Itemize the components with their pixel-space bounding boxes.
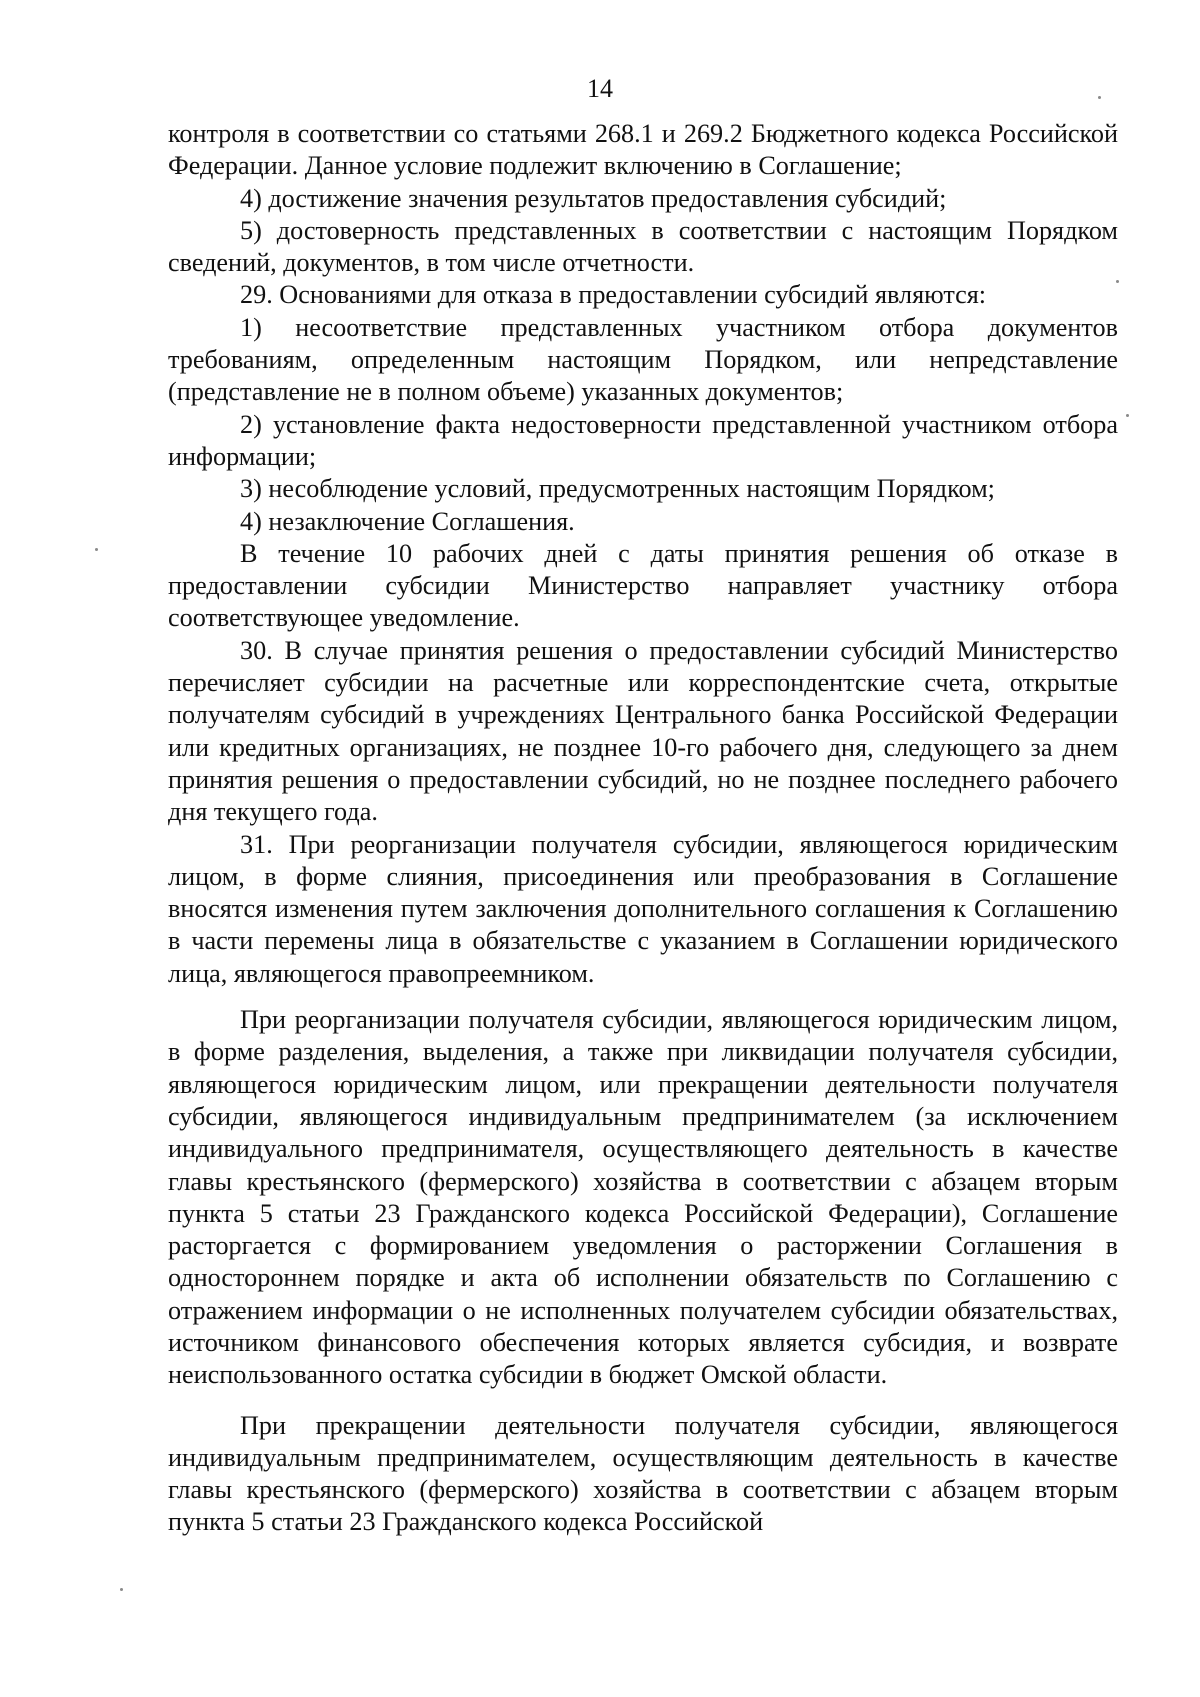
paragraph-30-transfer: 30. В случае принятия решения о предоставлении субсидий Министерство перечисляет субсидии на расчетные или корреспондентские счета, открытые получателям субсидий в учреждениях Центрального банка Российской Федерации или кредитных организациях, не позднее 10-го рабочего дня, следующего за днем принятия решения о предоставлении субсидий, но не позднее последнего рабочего дня текущего года. <box>168 635 1118 827</box>
scan-speck <box>1116 280 1119 283</box>
paragraph-item-4-results: 4) достижение значения результатов предоставления субсидий; <box>240 183 947 213</box>
paragraph-item-5-reliability: 5) достоверность представленных в соответствии с настоящим Порядком сведений, документов, в том числе отчетности. <box>168 215 1118 278</box>
scan-speck <box>120 1588 123 1591</box>
paragraph-refusal-item-4: 4) незаключение Соглашения. <box>240 506 575 536</box>
scan-speck <box>1126 414 1129 417</box>
paragraph-31-reorganization: 31. При реорганизации получателя субсидии, являющегося юридическим лицом, в форме слияния, присоединения или преобразования в Соглашение вносятся изменения путем заключения дополнительного соглашения к Соглашению в части перемены лица в обязательстве с указанием в Соглашении юридического лица, являющегося правопреемником. <box>168 829 1118 988</box>
page-number: 14 <box>587 74 613 103</box>
paragraph-29-refusal-grounds: 29. Основаниями для отказа в предоставлении субсидий являются: <box>240 280 987 310</box>
paragraph-refusal-item-1: 1) несоответствие представленных участником отбора документов требованиям, определенным настоящим Порядком, или непредставление (представление не в полном объеме) указанных документов; <box>168 312 1118 407</box>
paragraph-farm-head-termination: При прекращении деятельности получателя субсидии, являющегося индивидуальным предпринимателем, осуществляющим деятельность в качестве главы крестьянского (фермерского) хозяйства в соответствии с абзацем вторым пункта 5 статьи 23 Гражданского кодекса Российской <box>168 1410 1118 1537</box>
document-body <box>168 118 1118 1539</box>
paragraph-reorganization-termination: При реорганизации получателя субсидии, являющегося юридическим лицом, в форме разделения, выделения, а также при ликвидации получателя субсидии, являющегося юридическим лицом, или прекращении деятельности получателя субсидии, являющегося индивидуальным предпринимателем (за исключением индивидуального предпринимателя, осуществляющего деятельность в качестве главы крестьянского (фермерского) хозяйства в соответствии с абзацем вторым пункта 5 статьи 23 Гражданского кодекса Российской Федерации), Соглашение расторгается с формированием уведомления о расторжении Соглашения в одностороннем порядке и акта об исполнении обязательств по Соглашению с отражением информации о не исполненных получателем субсидии обязательствах, источником финансового обеспечения которых является субсидия, и возврате неиспользованного остатка субсидии в бюджет Омской области. <box>168 1005 1118 1390</box>
paragraph-budget-control: контроля в соответствии со статьями 268.1 и 269.2 Бюджетного кодекса Российской Федерации. Данное условие подлежит включению в Соглашение; <box>168 119 1118 181</box>
paragraph-refusal-item-2: 2) установление факта недостоверности представленной участником отбора информации; <box>168 409 1118 471</box>
paragraph-refusal-item-3: 3) несоблюдение условий, предусмотренных настоящим Порядком; <box>240 474 995 504</box>
scan-speck <box>95 548 98 551</box>
scan-speck <box>1098 96 1101 99</box>
paragraph-refusal-notice: В течение 10 рабочих дней с даты принятия решения об отказе в предоставлении субсидии Министерство направляет участнику отбора соответствующее уведомление. <box>168 538 1118 633</box>
